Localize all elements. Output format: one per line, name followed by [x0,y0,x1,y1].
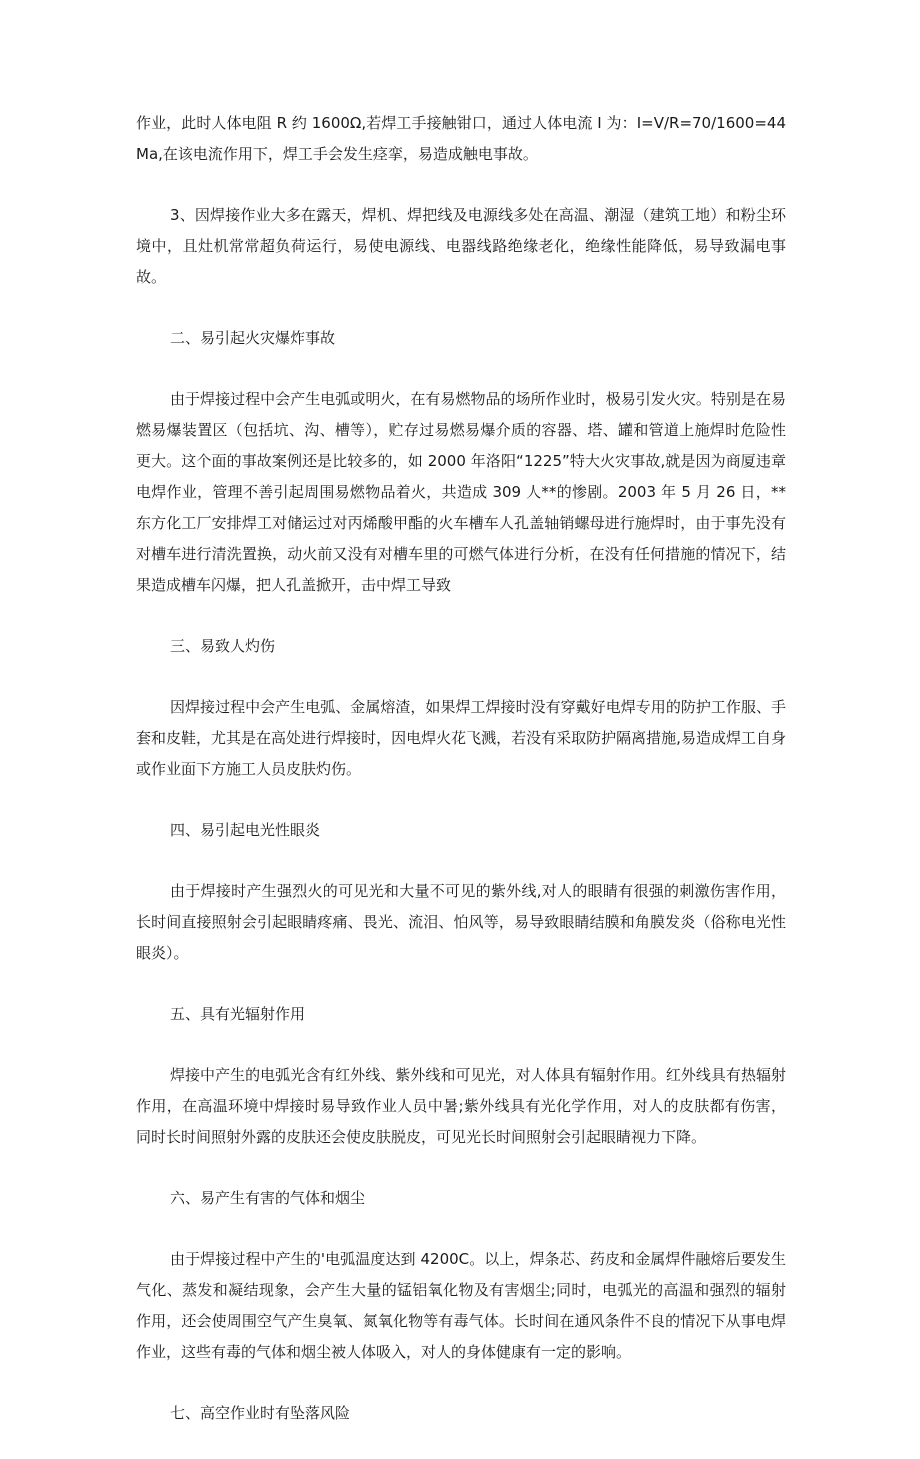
paragraph-burns: 因焊接过程中会产生电弧、金属熔渣，如果焊工焊接时没有穿戴好电焊专用的防护工作服、手套和皮鞋，尤其是在高处进行焊接时，因电焊火花飞溅，若没有采取防护隔离措施,易造成焊工自身或作业面下方施工人员皮肤灼伤。 [136,698,786,778]
paragraph-fire-explosion: 由于焊接过程中会产生电弧或明火，在有易燃物品的场所作业时，极易引发火灾。特别是在易燃易爆装置区（包括坑、沟、槽等），贮存过易燃易爆介质的容器、塔、罐和管道上施焊时危险性更大。这个面的事故案例还是比较多的，如 2000 年洛阳“1225”特大火灾事故,就是因为商厦违章电焊作业，管理不善引起周围易燃物品着火，共造成 309 人**的惨剧。2003 年 5 月 26 日，**东方化工厂安排焊工对储运过对丙烯酸甲酯的火车槽车人孔盖轴销螺母进行施焊时，由于事先没有对槽车进行清洗置换，动火前又没有对槽车里的可燃气体进行分析，在没有任何措施的情况下，结果造成槽车闪爆，把人孔盖掀开，击中焊工导致 [136,390,786,594]
section-heading-burns: 三、易致人灼伤 [170,637,276,655]
section-heading-fall-risk: 七、高空作业时有坠落风险 [170,1404,351,1422]
paragraph-outdoor-conditions: 3、因焊接作业大多在露天，焊机、焊把线及电源线多处在高温、潮湿（建筑工地）和粉尘环境中，且灶机常常超负荷运行，易使电源线、电器线路绝缘老化，绝缘性能降低，易导致漏电事故。 [136,206,786,286]
document-page [136,108,786,1459]
section-heading-fire-explosion: 二、易引起火灾爆炸事故 [170,329,336,347]
section-heading-harmful-gas: 六、易产生有害的气体和烟尘 [170,1189,366,1207]
paragraph-electric-current: 作业，此时人体电阻 R 约 1600Ω,若焊工手接触钳口，通过人体电流 I 为：I=V/R=70/1600=44Ma,在该电流作用下，焊工手会发生痉挛，易造成触电事故。 [136,114,786,163]
section-heading-electro-ophthalmia: 四、易引起电光性眼炎 [170,821,321,839]
paragraph-radiation: 焊接中产生的电弧光含有红外线、紫外线和可见光，对人体具有辐射作用。红外线具有热辐射作用，在高温环境中焊接时易导致作业人员中暑;紫外线具有光化学作用，对人的皮肤都有伤害，同时长时间照射外露的皮肤还会使皮肤脱皮，可见光长时间照射会引起眼睛视力下降。 [136,1066,786,1146]
paragraph-harmful-gas: 由于焊接过程中产生的'电弧温度达到 4200C。以上，焊条芯、药皮和金属焊件融熔后要发生气化、蒸发和凝结现象，会产生大量的锰铝氧化物及有害烟尘;同时，电弧光的高温和强烈的辐射作用，还会使周围空气产生臭氧、氮氧化物等有毒气体。长时间在通风条件不良的情况下从事电焊作业，这些有毒的气体和烟尘被人体吸入，对人的身体健康有一定的影响。 [136,1250,786,1361]
paragraph-electro-ophthalmia: 由于焊接时产生强烈火的可见光和大量不可见的紫外线,对人的眼睛有很强的刺激伤害作用，长时间直接照射会引起眼睛疼痛、畏光、流泪、怕风等，易导致眼睛结膜和角膜发炎（俗称电光性眼炎）。 [136,882,786,962]
section-heading-radiation: 五、具有光辐射作用 [170,1005,306,1023]
